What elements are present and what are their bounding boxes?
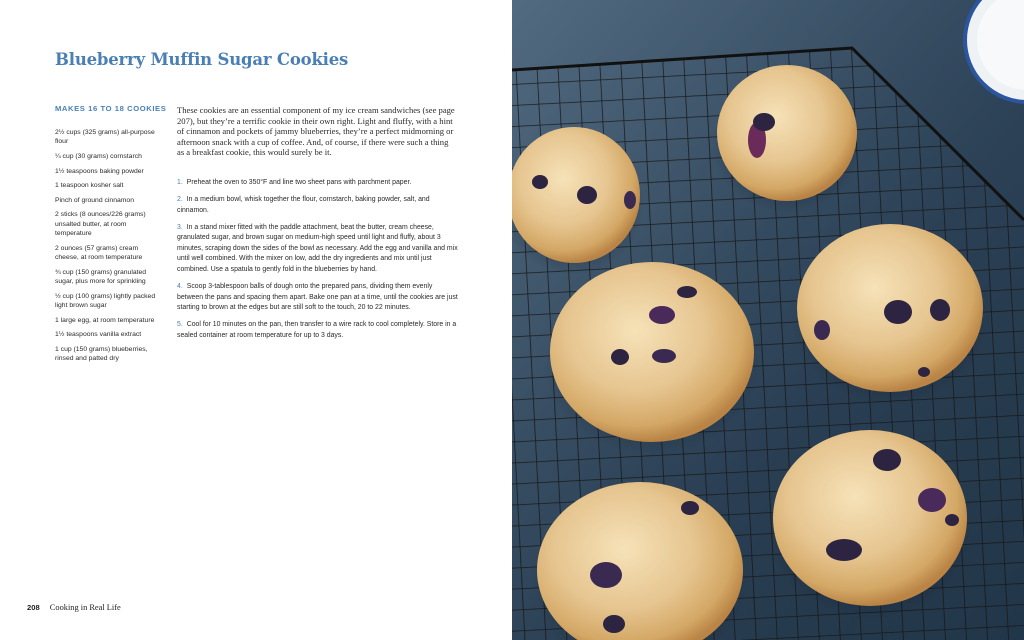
cookie-5 bbox=[768, 430, 972, 620]
step-number: 4. bbox=[177, 282, 183, 290]
method-steps bbox=[177, 178, 459, 348]
step-text: In a medium bowl, whisk together the flour, cornstarch, baking powder, salt, and cinnamon. bbox=[177, 195, 430, 214]
ingredient-item: 1 large egg, at room temperature bbox=[55, 316, 155, 324]
ingredient-item: 1½ teaspoons vanilla extract bbox=[55, 331, 142, 339]
step-text: In a stand mixer fitted with the paddle attachment, beat the butter, cream cheese, granulated sugar, and brown sugar on medium-high speed until light and fluffy, about 3 minutes, scraping down the sides of the bowl as necessary. Add the egg and vanilla and mix until well combined. With the mixer on low, add the dry ingredients and mix until just combined. Use a spatula to gently fold in the blueberries by hand. bbox=[177, 223, 458, 273]
step-number: 5. bbox=[177, 321, 183, 329]
step-text: Preheat the oven to 350°F and line two sheet pans with parchment paper. bbox=[186, 179, 412, 186]
page-number: 208 bbox=[27, 603, 40, 612]
step-number: 3. bbox=[177, 223, 183, 231]
ingredient-item: 1½ teaspoons baking powder bbox=[55, 167, 144, 175]
page-footer bbox=[27, 603, 121, 612]
cookie-photo-page bbox=[512, 0, 1024, 640]
ingredient-list bbox=[55, 128, 157, 369]
ingredient-item: 1 cup (150 grams) blueberries, rinsed and patted dry bbox=[55, 345, 148, 363]
cookie-photo bbox=[512, 0, 1024, 640]
method-step bbox=[177, 282, 459, 314]
recipe-intro: These cookies are an essential component of my ice cream sandwiches (see page 207), but they’re a terrific cookie in their own right. Light and fluffy, with a hint of cinnamon and pockets of jammy blueberries, they’re a perfect midmorning or afternoon snack with a cup of coffee. And, of course, if there were such a thing as a breakfast cookie, this would surely be it. bbox=[177, 105, 455, 158]
method-step bbox=[177, 195, 459, 216]
ingredient-item: 2½ cups (325 grams) all-purpose flour bbox=[55, 129, 155, 146]
step-text: Scoop 3-tablespoon balls of dough onto the prepared pans, dividing them evenly between the pans and spacing them apart. Bake one pan at a time, until the cookies are just starting to brown at the edges but are still soft to the touch, 20 to 22 minutes. bbox=[177, 282, 458, 312]
method-step bbox=[177, 178, 459, 189]
method-step bbox=[177, 223, 459, 276]
ingredient-item: ½ cup (100 grams) lightly packed light brown sugar bbox=[55, 292, 156, 310]
ingredient-item: Pinch of ground cinnamon bbox=[55, 196, 134, 204]
ingredient-item: ¾ cup (150 grams) granulated sugar, plus more for sprinkling bbox=[55, 268, 147, 286]
book-title: Cooking in Real Life bbox=[49, 603, 121, 612]
ingredient-item: 1 teaspoon kosher salt bbox=[55, 182, 124, 190]
method-step bbox=[177, 320, 459, 341]
step-number: 1. bbox=[177, 179, 183, 186]
ingredient-item: 2 sticks (8 ounces/226 grams) unsalted butter, at room temperature bbox=[55, 211, 146, 238]
ingredient-item: 2 ounces (57 grams) cream cheese, at room temperature bbox=[55, 244, 143, 262]
ingredient-item: ¼ cup (30 grams) cornstarch bbox=[55, 153, 142, 160]
recipe-yield: MAKES 16 TO 18 COOKIES bbox=[55, 104, 167, 113]
step-text: Cool for 10 minutes on the pan, then transfer to a wire rack to cool completely. Store in a sealed container at room temperature for up to 3 days. bbox=[177, 321, 457, 339]
recipe-title: Blueberry Muffin Sugar Cookies bbox=[55, 50, 349, 69]
step-number: 2. bbox=[177, 195, 183, 203]
